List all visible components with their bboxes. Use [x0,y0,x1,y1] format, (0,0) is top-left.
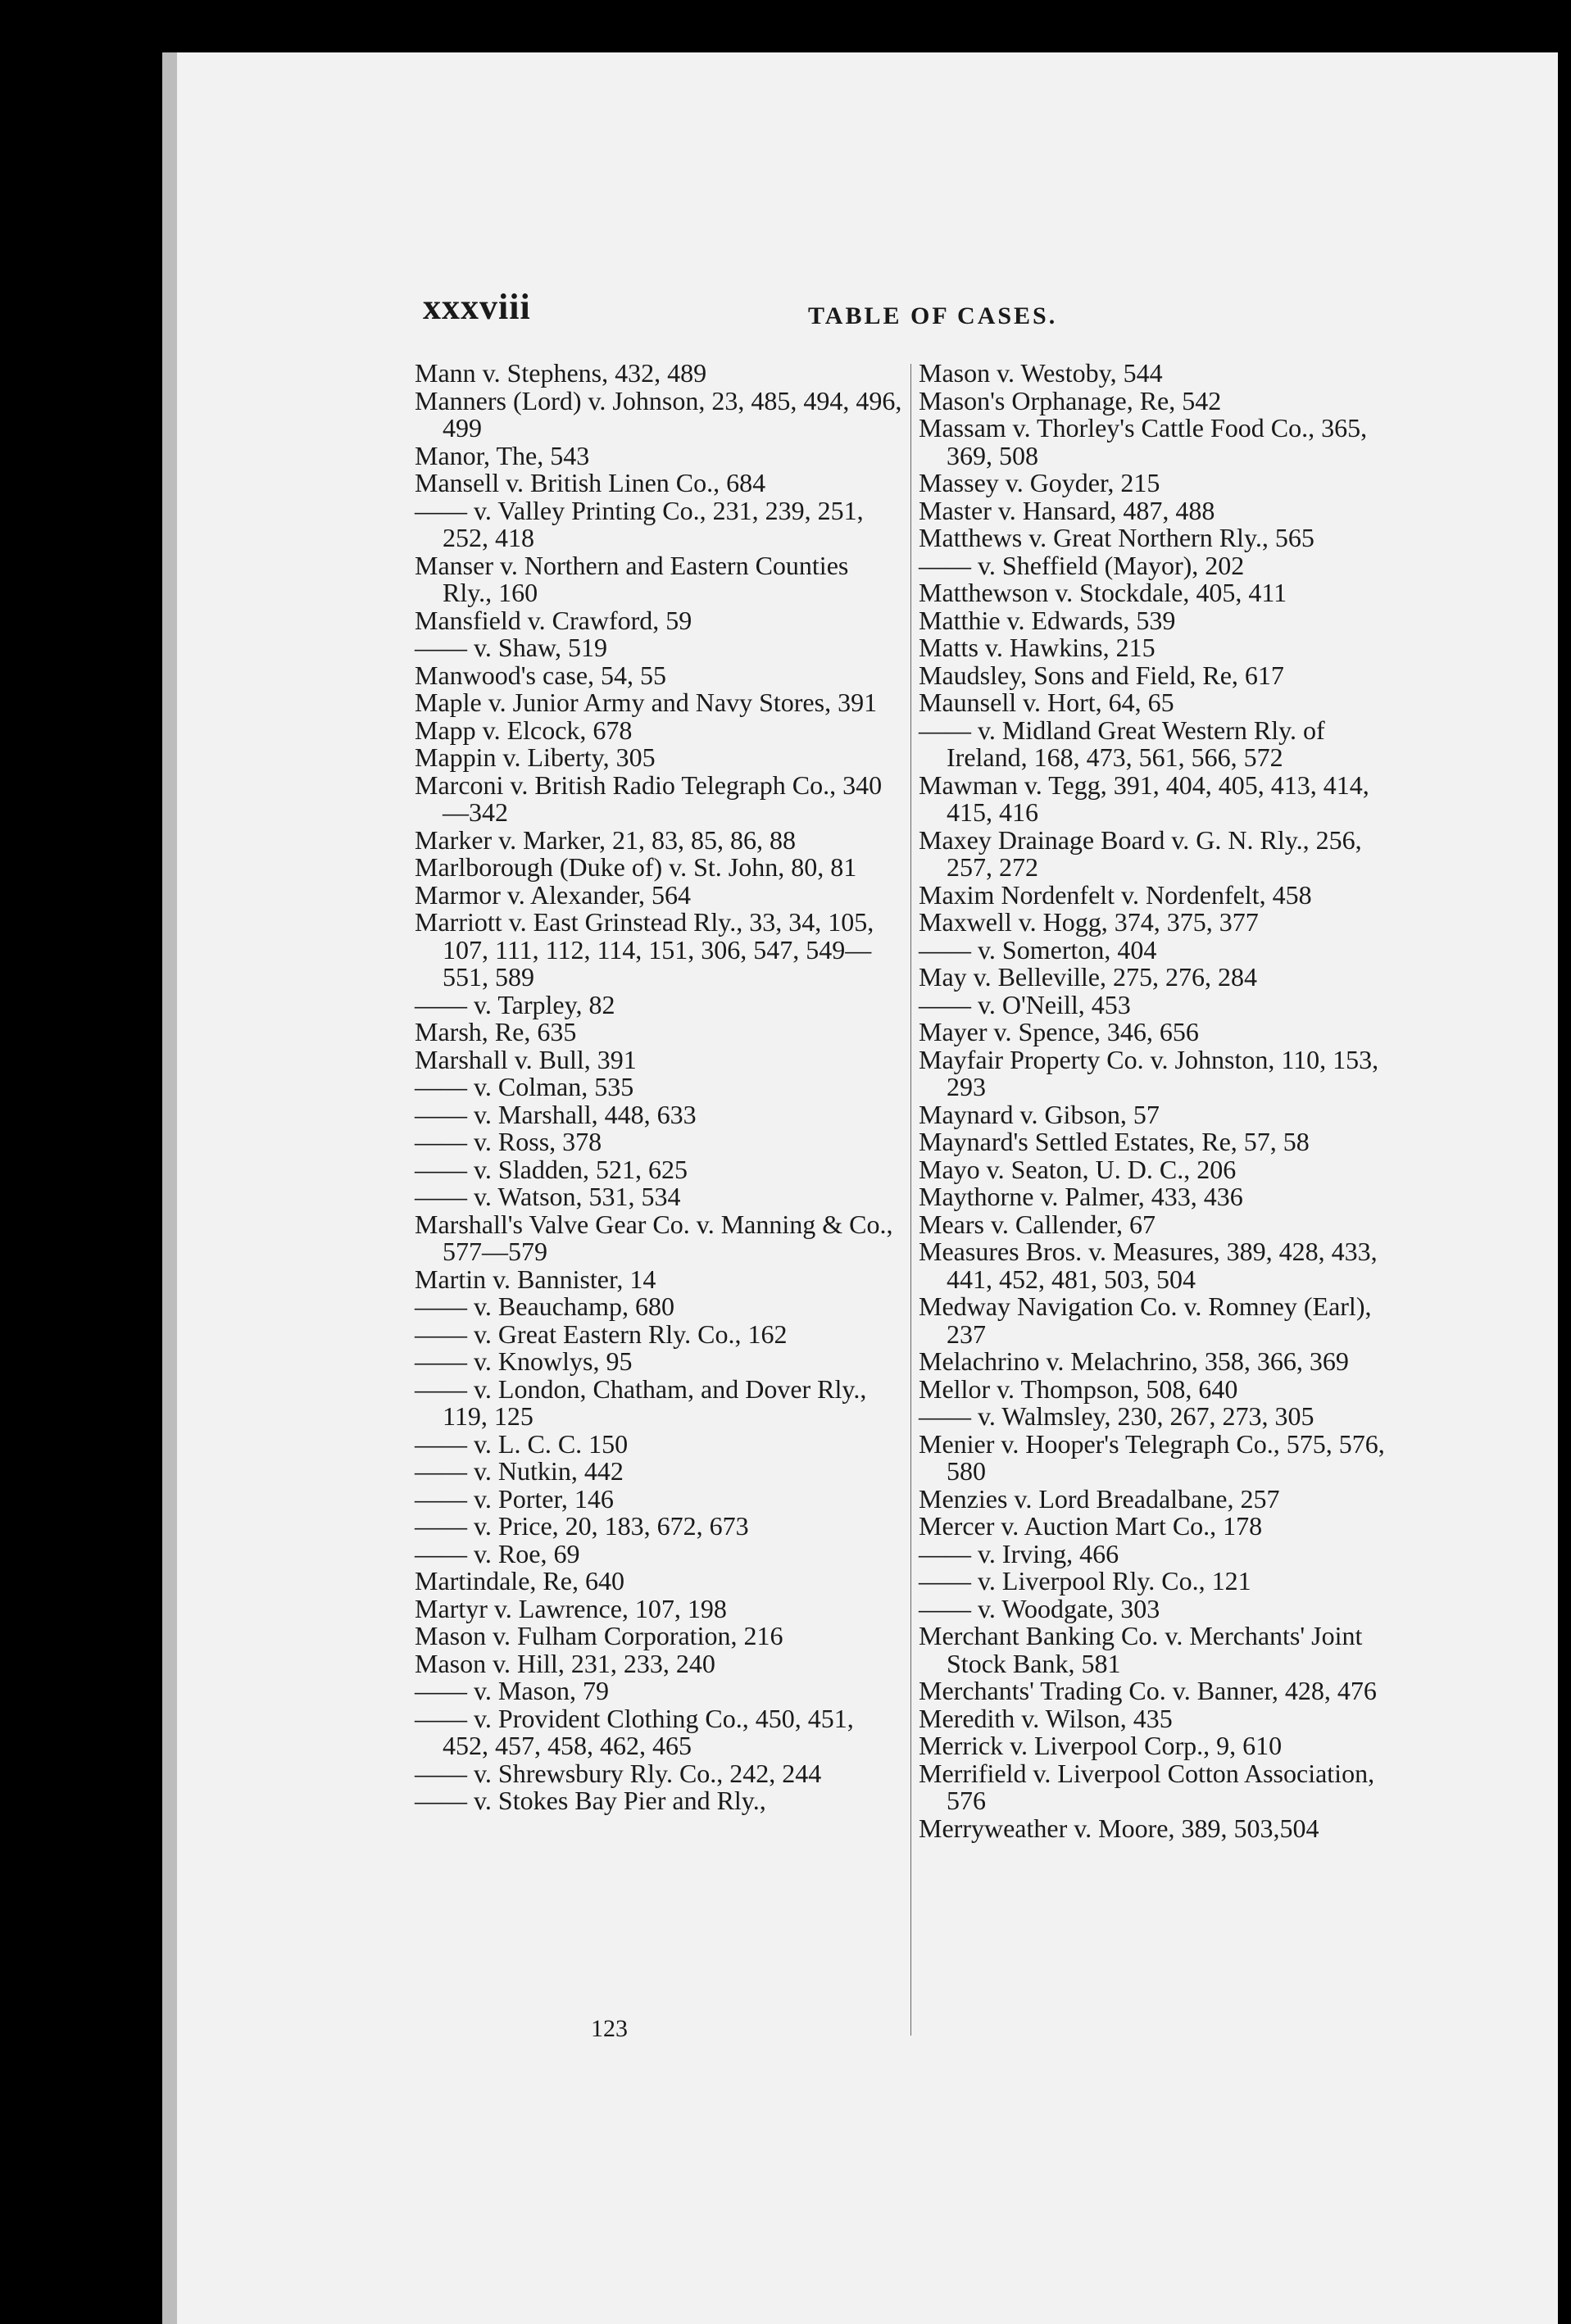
case-entry: Mawman v. Tegg, 391, 404, 405, 413, 414, 415, 416 [919,769,1369,827]
case-entry: —— v. Great Eastern Rly. Co., 162 [415,1319,788,1349]
page-header [423,286,1537,335]
case-entry: —— v. O'Neill, 453 [919,989,1131,1019]
case-entry: Menzies v. Lord Breadalbane, 257 [919,1483,1280,1514]
case-entry: Mercer v. Auction Mart Co., 178 [919,1511,1263,1541]
case-entry: Matthews v. Great Northern Rly., 565 [919,523,1314,552]
case-entry: Merrick v. Liverpool Corp., 9, 610 [919,1731,1283,1760]
case-entry: Marker v. Marker, 21, 83, 85, 86, 88 [415,824,796,855]
case-entry: —— v. Mason, 79 [415,1676,610,1705]
case-entry: Mason v. Westoby, 544 [919,358,1163,388]
case-entry: —— v. Provident Clothing Co., 450, 451, 452, 457, 458, 462, 465 [415,1703,854,1760]
case-entry: Maxwell v. Hogg, 374, 375, 377 [919,907,1259,937]
case-entry: Merchants' Trading Co. v. Banner, 428, 476 [919,1676,1377,1705]
right-column [919,360,1406,1842]
case-entry: Marshall's Valve Gear Co. v. Manning & Co., 577—579 [415,1209,893,1266]
case-entry: —— v. Knowlys, 95 [415,1346,633,1376]
document-page [162,52,1558,2324]
case-entry: Marmor v. Alexander, 564 [415,879,691,910]
case-entry: —— v. Watson, 531, 534 [415,1182,681,1211]
case-entry: —— v. Marshall, 448, 633 [415,1099,697,1129]
case-entry: —— v. Woodgate, 303 [919,1593,1160,1623]
column-divider [910,364,911,2036]
case-entry: —— v. Sladden, 521, 625 [415,1154,688,1184]
case-entry: Martin v. Bannister, 14 [415,1264,656,1294]
case-entry: Mason's Orphanage, Re, 542 [919,385,1222,415]
case-entry: Merchant Banking Co. v. Merchants' Joint Stock Bank, 581 [919,1621,1363,1678]
case-entry: Martindale, Re, 640 [415,1566,624,1595]
case-entry: Maple v. Junior Army and Navy Stores, 391 [415,688,878,717]
case-entry: Maxey Drainage Board v. G. N. Rly., 256, 257, 272 [919,824,1362,882]
case-entry: Marsh, Re, 635 [415,1017,577,1046]
case-entry: —— v. Ross, 378 [415,1127,602,1156]
left-column [415,360,902,1815]
case-entry: Marconi v. British Radio Telegraph Co., 340—342 [415,769,883,827]
case-entry: —— v. Somerton, 404 [919,934,1157,965]
case-entry: —— v. Valley Printing Co., 231, 239, 251, 252, 418 [415,495,864,552]
case-entry: —— v. Walmsley, 230, 267, 273, 305 [919,1401,1314,1431]
case-entry: Marlborough (Duke of) v. St. John, 80, 81 [415,852,857,882]
case-entry: Matthie v. Edwards, 539 [919,605,1176,635]
case-entry: —— v. Beauchamp, 680 [415,1291,674,1321]
case-entry: Manser v. Northern and Eastern Counties Rly., 160 [415,550,849,607]
case-entry: Manor, The, 543 [415,440,590,470]
case-entry: —— v. Shrewsbury Rly. Co., 242, 244 [415,1758,822,1788]
case-entry: —— v. Porter, 146 [415,1483,614,1514]
case-entry: Mason v. Fulham Corporation, 216 [415,1621,783,1650]
case-entry: —— v. Sheffield (Mayor), 202 [919,550,1245,580]
case-entry: Mason v. Hill, 231, 233, 240 [415,1648,715,1678]
case-entry: Master v. Hansard, 487, 488 [919,495,1215,525]
case-entry: —— v. Midland Great Western Rly. of Ireland, 168, 473, 561, 566, 572 [919,715,1325,772]
case-entry: Medway Navigation Co. v. Romney (Earl), 237 [919,1291,1372,1349]
case-entry: —— v. L. C. C. 150 [415,1428,629,1459]
case-entry: Matts v. Hawkins, 215 [919,633,1156,662]
case-entry: Martyr v. Lawrence, 107, 198 [415,1593,727,1623]
case-entry: Maudsley, Sons and Field, Re, 617 [919,660,1284,690]
case-entry: Mansfield v. Crawford, 59 [415,605,692,635]
case-entry: May v. Belleville, 275, 276, 284 [919,962,1257,992]
page-number: xxxviii [423,287,531,327]
case-entry: —— v. Stokes Bay Pier and Rly., [415,1786,766,1815]
case-entry: —— v. Roe, 69 [415,1538,580,1568]
case-entry: —— v. Nutkin, 442 [415,1456,624,1486]
case-entry: —— v. Irving, 466 [919,1538,1119,1568]
case-entry: Meredith v. Wilson, 435 [919,1703,1173,1733]
case-entry: Merryweather v. Moore, 389, 503,504 [919,1813,1319,1843]
running-head: TABLE OF CASES. [808,302,1058,329]
case-entry: Mayo v. Seaton, U. D. C., 206 [919,1154,1237,1184]
case-entry: Measures Bros. v. Measures, 389, 428, 433, 441, 452, 481, 503, 504 [919,1237,1378,1294]
case-entry: Maynard v. Gibson, 57 [919,1099,1160,1129]
case-entry: Massey v. Goyder, 215 [919,468,1160,497]
case-entry: Menier v. Hooper's Telegraph Co., 575, 576, 580 [919,1428,1385,1486]
case-entry: Mears v. Callender, 67 [919,1209,1156,1239]
case-entry: Mapp v. Elcock, 678 [415,715,633,745]
case-entry: Mansell v. British Linen Co., 684 [415,468,766,497]
case-entry: Manners (Lord) v. Johnson, 23, 485, 494, 496, 499 [415,385,902,443]
case-entry: —— v. Price, 20, 183, 672, 673 [415,1511,749,1541]
case-entry: Maynard's Settled Estates, Re, 57, 58 [919,1127,1310,1156]
signature-mark: 123 [591,2015,628,2042]
case-entry: Merrifield v. Liverpool Cotton Association, 576 [919,1758,1375,1815]
case-entry: —— v. Shaw, 519 [415,633,607,662]
case-entry: Matthewson v. Stockdale, 405, 411 [919,578,1287,607]
case-entry: Mann v. Stephens, 432, 489 [415,358,707,388]
case-entry: Melachrino v. Melachrino, 358, 366, 369 [919,1346,1349,1376]
case-entry: Marriott v. East Grinstead Rly., 33, 34, 105, 107, 111, 112, 114, 151, 306, 547, 549—551, 589 [415,907,874,992]
case-entry: Mayer v. Spence, 346, 656 [919,1017,1199,1046]
case-entry: Mellor v. Thompson, 508, 640 [919,1373,1238,1404]
case-entry: Maxim Nordenfelt v. Nordenfelt, 458 [919,879,1312,910]
case-entry: —— v. Tarpley, 82 [415,989,615,1019]
case-entry: —— v. Liverpool Rly. Co., 121 [919,1566,1251,1595]
case-entry: Mappin v. Liberty, 305 [415,742,656,772]
case-entry: Maythorne v. Palmer, 433, 436 [919,1182,1243,1211]
case-entry: Maunsell v. Hort, 64, 65 [919,688,1174,717]
case-entry: —— v. Colman, 535 [415,1072,634,1101]
case-entry: Manwood's case, 54, 55 [415,660,667,690]
case-entry: Massam v. Thorley's Cattle Food Co., 365, 369, 508 [919,413,1368,470]
case-entry: —— v. London, Chatham, and Dover Rly., 119, 125 [415,1373,867,1431]
case-entry: Mayfair Property Co. v. Johnston, 110, 153, 293 [919,1044,1379,1101]
case-entry: Marshall v. Bull, 391 [415,1044,637,1074]
